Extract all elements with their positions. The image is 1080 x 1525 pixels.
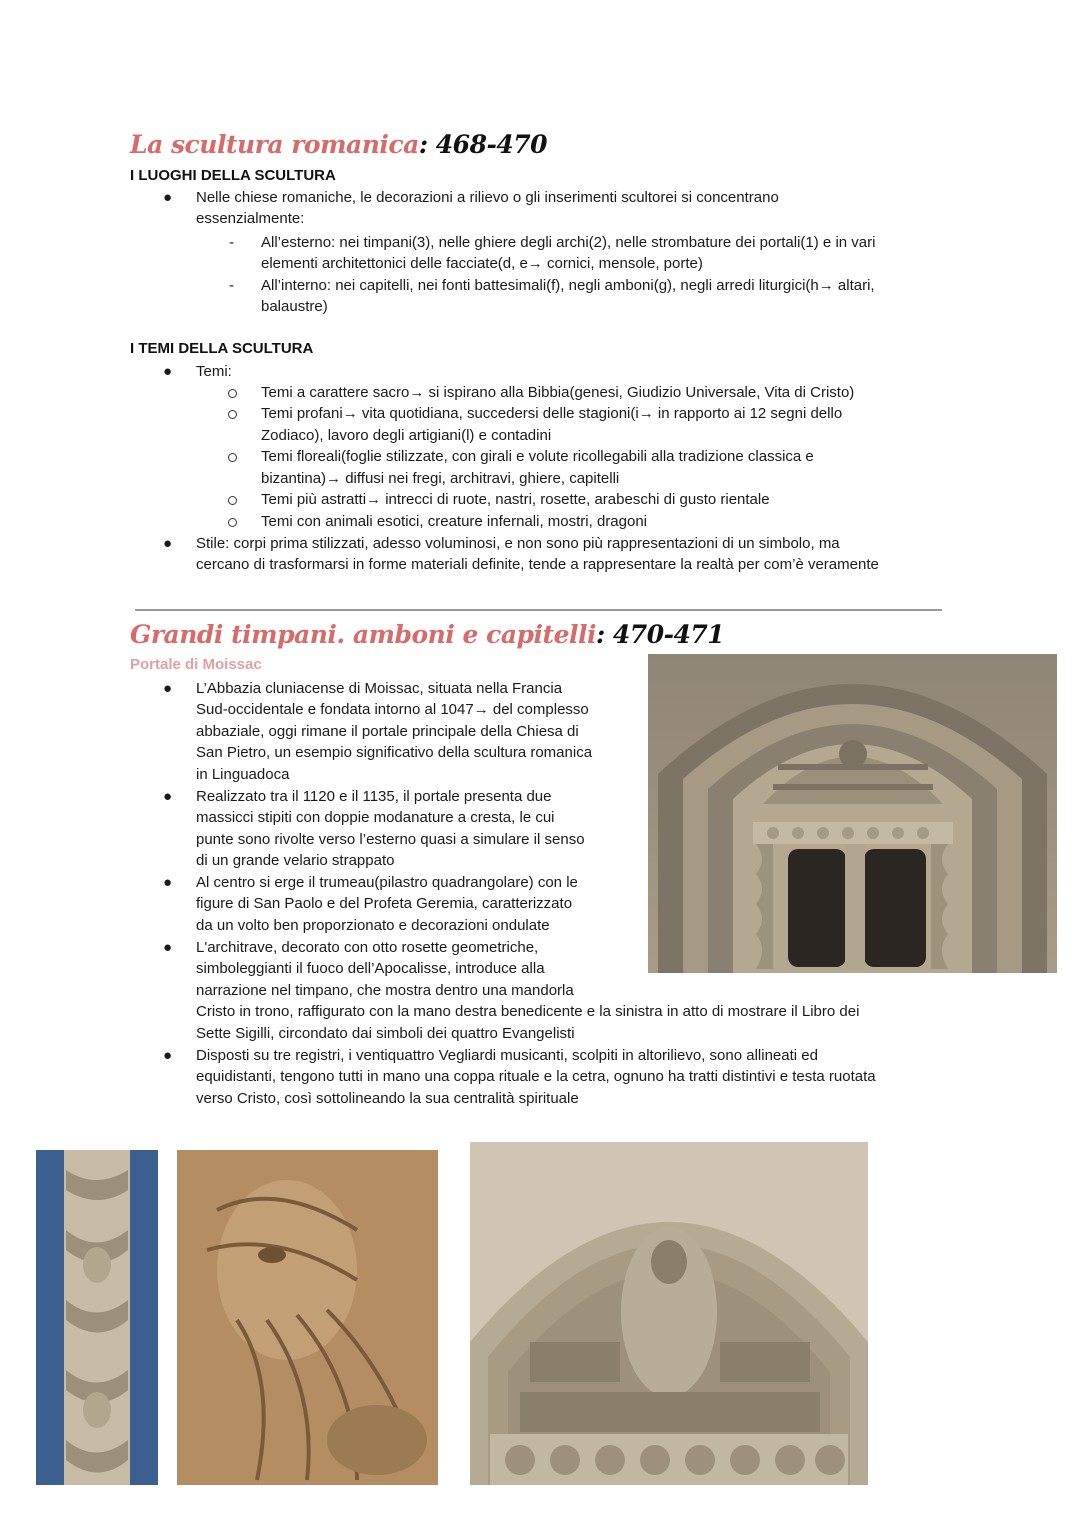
text-line: abbaziale, oggi rimane il portale principale della Chiesa di: [196, 723, 579, 740]
circle-bullet: [228, 389, 237, 398]
circle-bullet: [228, 453, 237, 462]
text-line: All’interno: nei capitelli, nei fonti battesimali(f), negli amboni(g), negli arredi liturgici(h→ altari,: [261, 277, 875, 294]
text-line: punte sono rivolte verso l’esterno quasi a simulare il senso: [196, 831, 585, 848]
section-title-scultura-romanica: [130, 130, 547, 159]
text-line: Zodiaco), lavoro degli artigiani(l) e contadini: [261, 427, 552, 444]
text-line: Sette Sigilli, circondato dai simboli dei quattro Evangelisti: [196, 1025, 575, 1042]
dash-marker: -: [229, 277, 234, 294]
horizontal-divider: [135, 609, 942, 611]
trumeau-pillar-photo: [36, 1150, 158, 1485]
text-line: balaustre): [261, 298, 328, 315]
section-title-accent: La scultura romanica: [130, 130, 419, 159]
text-line: L'architrave, decorato con otto rosette geometriche,: [196, 939, 539, 956]
text-line: verso Cristo, così sottolineando la sua centralità spirituale: [196, 1090, 579, 1107]
bullet-dot: ●: [163, 874, 173, 891]
circle-bullet: [228, 410, 237, 419]
section-title-pages: : 470-471: [595, 620, 725, 649]
text-line: Al centro si erge il trumeau(pilastro quadrangolare) con le: [196, 874, 578, 891]
text-line: Temi con animali esotici, creature infernali, mostri, dragoni: [261, 513, 647, 530]
text-line: massicci stipiti con doppie modanature a cresta, le cui: [196, 809, 555, 826]
text-line: Temi più astratti→ intrecci di ruote, nastri, rosette, arabeschi di gusto rientale: [261, 491, 770, 508]
text-line: Stile: corpi prima stilizzati, adesso voluminosi, e non sono più rappresentazioni di un simbolo, ma: [196, 535, 840, 552]
text-line: L’Abbazia cluniacense di Moissac, situata nella Francia: [196, 680, 563, 697]
text-line: Temi a carattere sacro→ si ispirano alla Bibbia(genesi, Giudizio Universale, Vita di Cristo): [261, 384, 855, 401]
heading-luoghi: I LUOGHI DELLA SCULTURA: [130, 167, 336, 184]
circle-bullet: [228, 518, 237, 527]
moissac-portal-photo: [648, 654, 1057, 973]
text-line: All’esterno: nei timpani(3), nelle ghiere degli archi(2), nelle strombature dei portali(1) e in vari: [261, 234, 876, 251]
heading-temi: I TEMI DELLA SCULTURA: [130, 340, 314, 357]
section-title-accent: Grandi timpani. amboni e capitelli: [130, 620, 596, 649]
bullet-dot: ●: [163, 680, 173, 697]
text-line: bizantina)→ diffusi nei fregi, architravi, ghiere, capitelli: [261, 470, 620, 487]
text-line: essenzialmente:: [196, 210, 305, 227]
text-line: Nelle chiese romaniche, le decorazioni a rilievo o gli inserimenti scultorei si concentrano: [196, 189, 779, 206]
text-line: cercano di trasformarsi in forme materiali definite, tende a rappresentare la realtà per com’è veramente: [196, 556, 879, 573]
text-line: da un volto ben proporzionato e decorazioni ondulate: [196, 917, 550, 934]
bullet-dot: ●: [163, 1047, 173, 1064]
bullet-dot: ●: [163, 535, 173, 552]
text-line: Disposti su tre registri, i ventiquattro Vegliardi musicanti, scolpiti in altorilievo, sono allineati ed: [196, 1047, 818, 1064]
text-line: Cristo in trono, raffigurato con la mano destra benedicente e la sinistra in atto di mostrare il Libro dei: [196, 1003, 860, 1020]
bullet-dot: ●: [163, 939, 173, 956]
bullet-dot: ●: [163, 788, 173, 805]
subheading-portale-moissac: Portale di Moissac: [130, 656, 262, 673]
text-line: narrazione nel timpano, che mostra dentro una mandorla: [196, 982, 574, 999]
text-line: simboleggianti il fuoco dell’Apocalisse, introduce alla: [196, 960, 545, 977]
text-line: in Linguadoca: [196, 766, 290, 783]
dash-marker: -: [229, 234, 234, 251]
section-title-pages: : 468-470: [418, 130, 548, 159]
text-line: Temi profani→ vita quotidiana, succedersi delle stagioni(i→ in rapporto ai 12 segni dello: [261, 405, 843, 422]
text-line: figure di San Paolo e del Profeta Geremia, caratterizzato: [196, 895, 573, 912]
text-line: San Pietro, un esempio significativo della scultura romanica: [196, 744, 593, 761]
prophet-jeremiah-detail-photo: [177, 1150, 438, 1485]
text-line: Temi:: [196, 363, 232, 380]
bullet-dot: ●: [163, 189, 173, 206]
text-line: di un grande velario strappato: [196, 852, 395, 869]
text-line: elementi architettonici delle facciate(d, e→ cornici, mensole, porte): [261, 255, 703, 272]
moissac-tympanum-photo: [470, 1142, 868, 1485]
text-line: equidistanti, tengono tutti in mano una coppa rituale e la cetra, ognuno ha tratti distintivi e testa ruotata: [196, 1068, 876, 1085]
bullet-dot: ●: [163, 363, 173, 380]
text-line: Realizzato tra il 1120 e il 1135, il portale presenta due: [196, 788, 552, 805]
text-line: Temi floreali(foglie stilizzate, con girali e volute ricollegabili alla tradizione classica e: [261, 448, 814, 465]
section-title-grandi-timpani: [130, 620, 724, 649]
circle-bullet: [228, 496, 237, 505]
text-line: Sud-occidentale e fondata intorno al 1047→ del complesso: [196, 701, 589, 718]
